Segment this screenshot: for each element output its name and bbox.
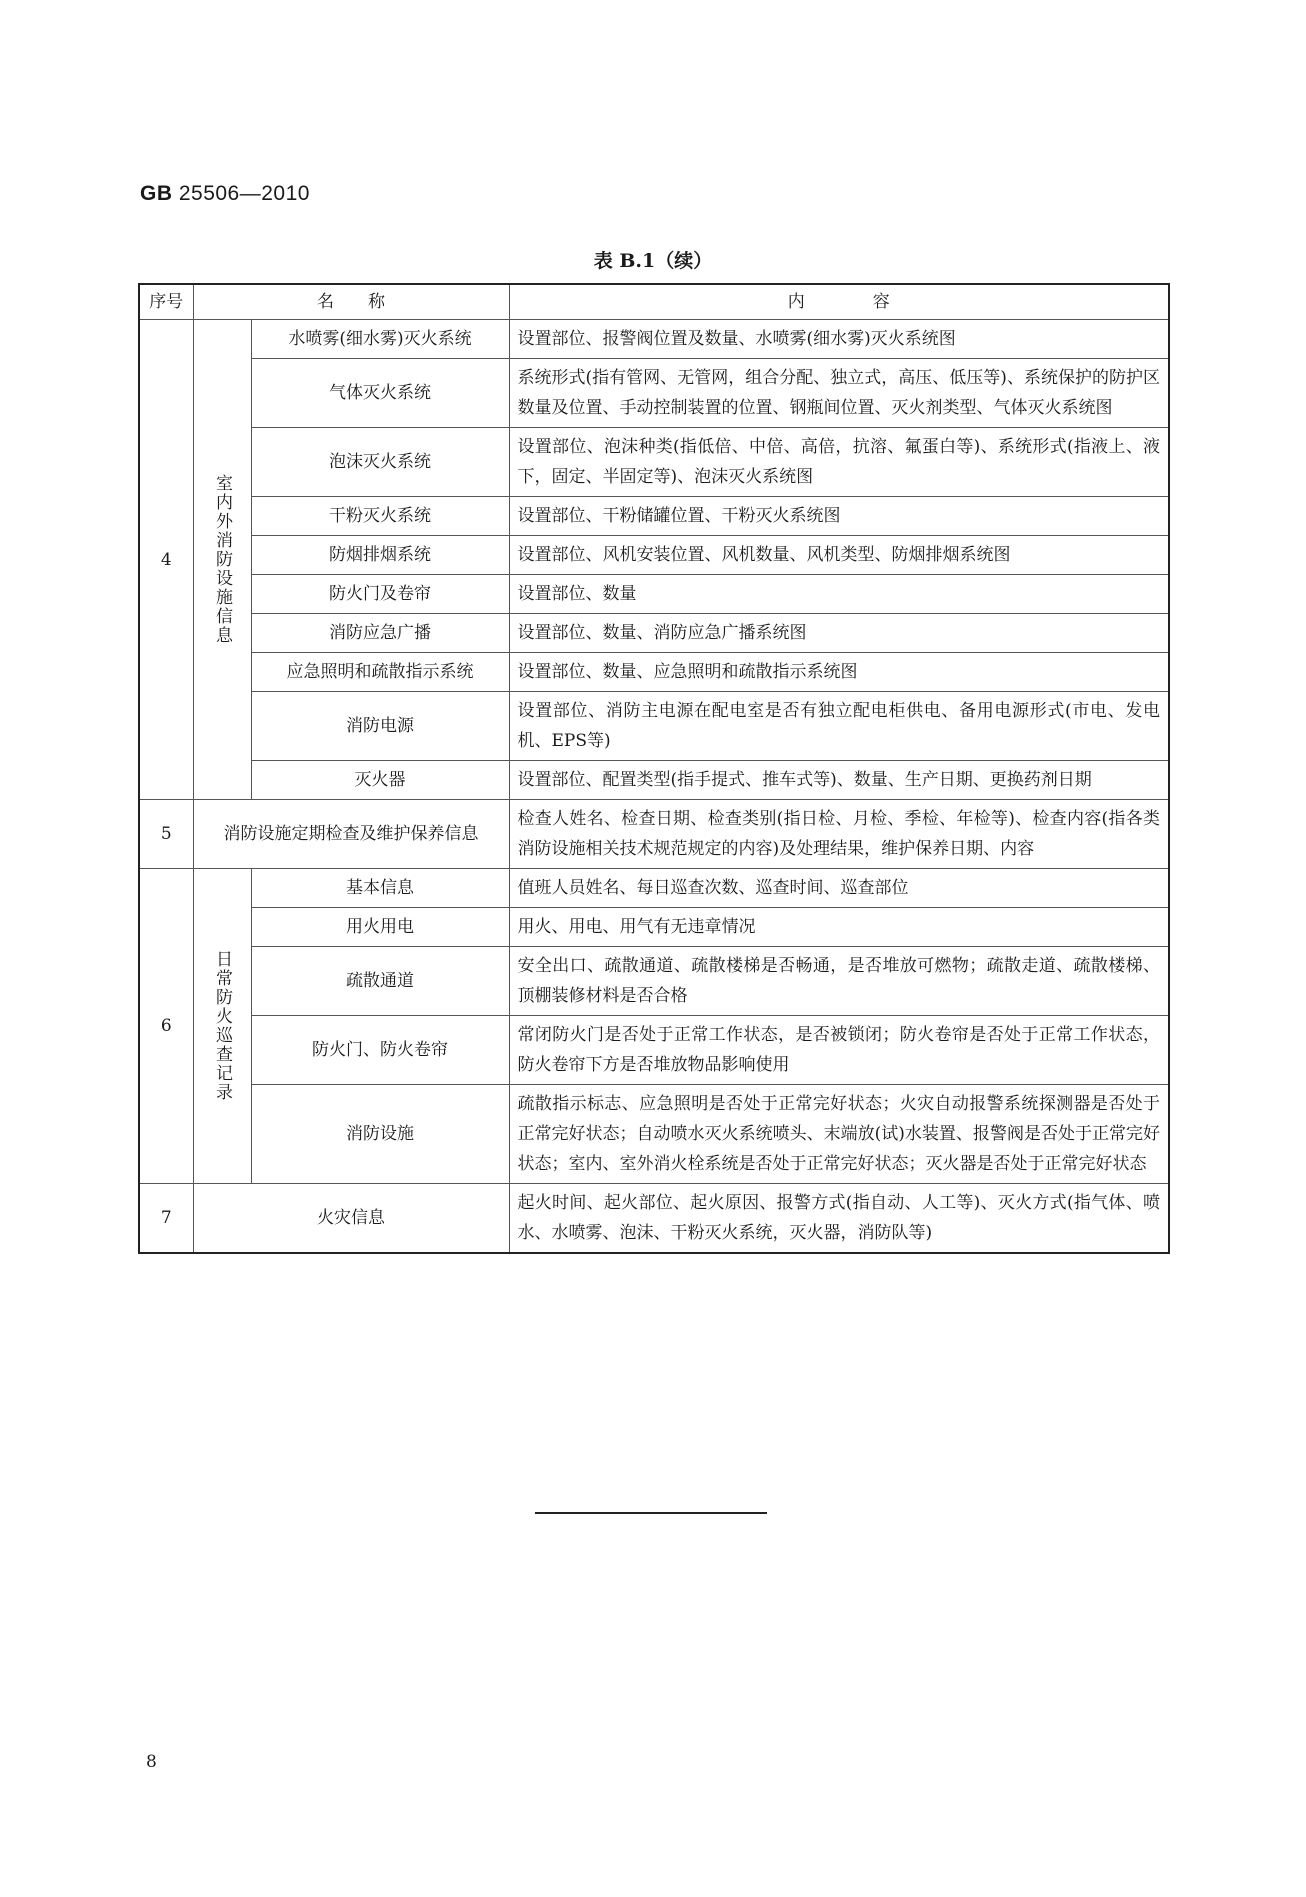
serial-cell: 5 xyxy=(139,800,193,869)
table-row xyxy=(139,428,1169,497)
item-name: 消防设施 xyxy=(251,1085,509,1184)
item-content: 设置部位、配置类型(指手提式、推车式等)、数量、生产日期、更换药剂日期 xyxy=(509,761,1169,800)
standard-code: GB xyxy=(140,182,173,205)
item-content: 设置部位、报警阀位置及数量、水喷雾(细水雾)灭火系统图 xyxy=(509,320,1169,359)
standard-number: 25506—2010 xyxy=(178,182,310,205)
table-caption: 表 B.1（续） xyxy=(593,250,713,272)
table-row xyxy=(139,947,1169,1016)
table-row xyxy=(139,869,1169,908)
item-name: 泡沫灭火系统 xyxy=(251,428,509,497)
table-row xyxy=(139,1184,1169,1254)
table-row xyxy=(139,653,1169,692)
item-name: 水喷雾(细水雾)灭火系统 xyxy=(251,320,509,359)
standard-header xyxy=(140,182,310,206)
item-content: 设置部位、泡沫种类(指低倍、中倍、高倍，抗溶、氟蛋白等)、系统形式(指液上、液下，固定、半固定等)、泡沫灭火系统图 xyxy=(509,428,1169,497)
table-header-row xyxy=(139,284,1169,320)
item-content: 常闭防火门是否处于正常工作状态，是否被锁闭；防火卷帘是否处于正常工作状态，防火卷帘下方是否堆放物品影响使用 xyxy=(509,1016,1169,1085)
table-row xyxy=(139,908,1169,947)
item-content: 系统形式(指有管网、无管网，组合分配、独立式，高压、低压等)、系统保护的防护区数量及位置、手动控制装置的位置、钢瓶间位置、灭火剂类型、气体灭火系统图 xyxy=(509,359,1169,428)
item-name: 防火门及卷帘 xyxy=(251,575,509,614)
item-content: 起火时间、起火部位、起火原因、报警方式(指自动、人工等)、灭火方式(指气体、喷水、水喷雾、泡沫、干粉灭火系统，灭火器，消防队等) xyxy=(509,1184,1169,1254)
item-name: 疏散通道 xyxy=(251,947,509,1016)
item-content: 设置部位、干粉储罐位置、干粉灭火系统图 xyxy=(509,497,1169,536)
item-name: 消防电源 xyxy=(251,692,509,761)
table-row xyxy=(139,359,1169,428)
item-name: 防烟排烟系统 xyxy=(251,536,509,575)
serial-cell: 7 xyxy=(139,1184,193,1254)
category-cell: 室内外消防设施信息 xyxy=(193,320,251,800)
item-content: 设置部位、数量、消防应急广播系统图 xyxy=(509,614,1169,653)
item-name: 消防设施定期检查及维护保养信息 xyxy=(193,800,509,869)
header-content: 内 容 xyxy=(509,284,1169,320)
item-name: 气体灭火系统 xyxy=(251,359,509,428)
serial-cell: 4 xyxy=(139,320,193,800)
item-content: 用火、用电、用气有无违章情况 xyxy=(509,908,1169,947)
item-content: 检查人姓名、检查日期、检查类别(指日检、月检、季检、年检等)、检查内容(指各类消防设施相关技术规范规定的内容)及处理结果，维护保养日期、内容 xyxy=(509,800,1169,869)
item-content: 值班人员姓名、每日巡查次数、巡查时间、巡查部位 xyxy=(509,869,1169,908)
table-row xyxy=(139,800,1169,869)
table-row xyxy=(139,536,1169,575)
table-row xyxy=(139,575,1169,614)
item-content: 安全出口、疏散通道、疏散楼梯是否畅通，是否堆放可燃物；疏散走道、疏散楼梯、顶棚装修材料是否合格 xyxy=(509,947,1169,1016)
item-content: 设置部位、数量、应急照明和疏散指示系统图 xyxy=(509,653,1169,692)
item-name: 火灾信息 xyxy=(193,1184,509,1254)
item-content: 设置部位、风机安装位置、风机数量、风机类型、防烟排烟系统图 xyxy=(509,536,1169,575)
header-name: 名 称 xyxy=(193,284,509,320)
table-row xyxy=(139,497,1169,536)
item-name: 干粉灭火系统 xyxy=(251,497,509,536)
table-row xyxy=(139,1016,1169,1085)
end-of-table-rule xyxy=(535,1512,767,1514)
page-number: 8 xyxy=(146,1752,157,1772)
item-name: 应急照明和疏散指示系统 xyxy=(251,653,509,692)
fire-info-table xyxy=(138,283,1170,1254)
table-row xyxy=(139,614,1169,653)
item-name: 消防应急广播 xyxy=(251,614,509,653)
table-row xyxy=(139,320,1169,359)
item-name: 用火用电 xyxy=(251,908,509,947)
category-cell: 日常防火巡查记录 xyxy=(193,869,251,1184)
header-serial: 序号 xyxy=(139,284,193,320)
item-content: 设置部位、消防主电源在配电室是否有独立配电柜供电、备用电源形式(市电、发电机、EPS等) xyxy=(509,692,1169,761)
item-content: 设置部位、数量 xyxy=(509,575,1169,614)
table-row xyxy=(139,761,1169,800)
item-name: 灭火器 xyxy=(251,761,509,800)
item-name: 基本信息 xyxy=(251,869,509,908)
item-name: 防火门、防火卷帘 xyxy=(251,1016,509,1085)
table-row xyxy=(139,1085,1169,1184)
table-row xyxy=(139,692,1169,761)
serial-cell: 6 xyxy=(139,869,193,1184)
item-content: 疏散指示标志、应急照明是否处于正常完好状态；火灾自动报警系统探测器是否处于正常完好状态；自动喷水灭火系统喷头、末端放(试)水装置、报警阀是否处于正常完好状态；室内、室外消火栓系统是否处于正常完好状态；灭火器是否处于正常完好状态 xyxy=(509,1085,1169,1184)
